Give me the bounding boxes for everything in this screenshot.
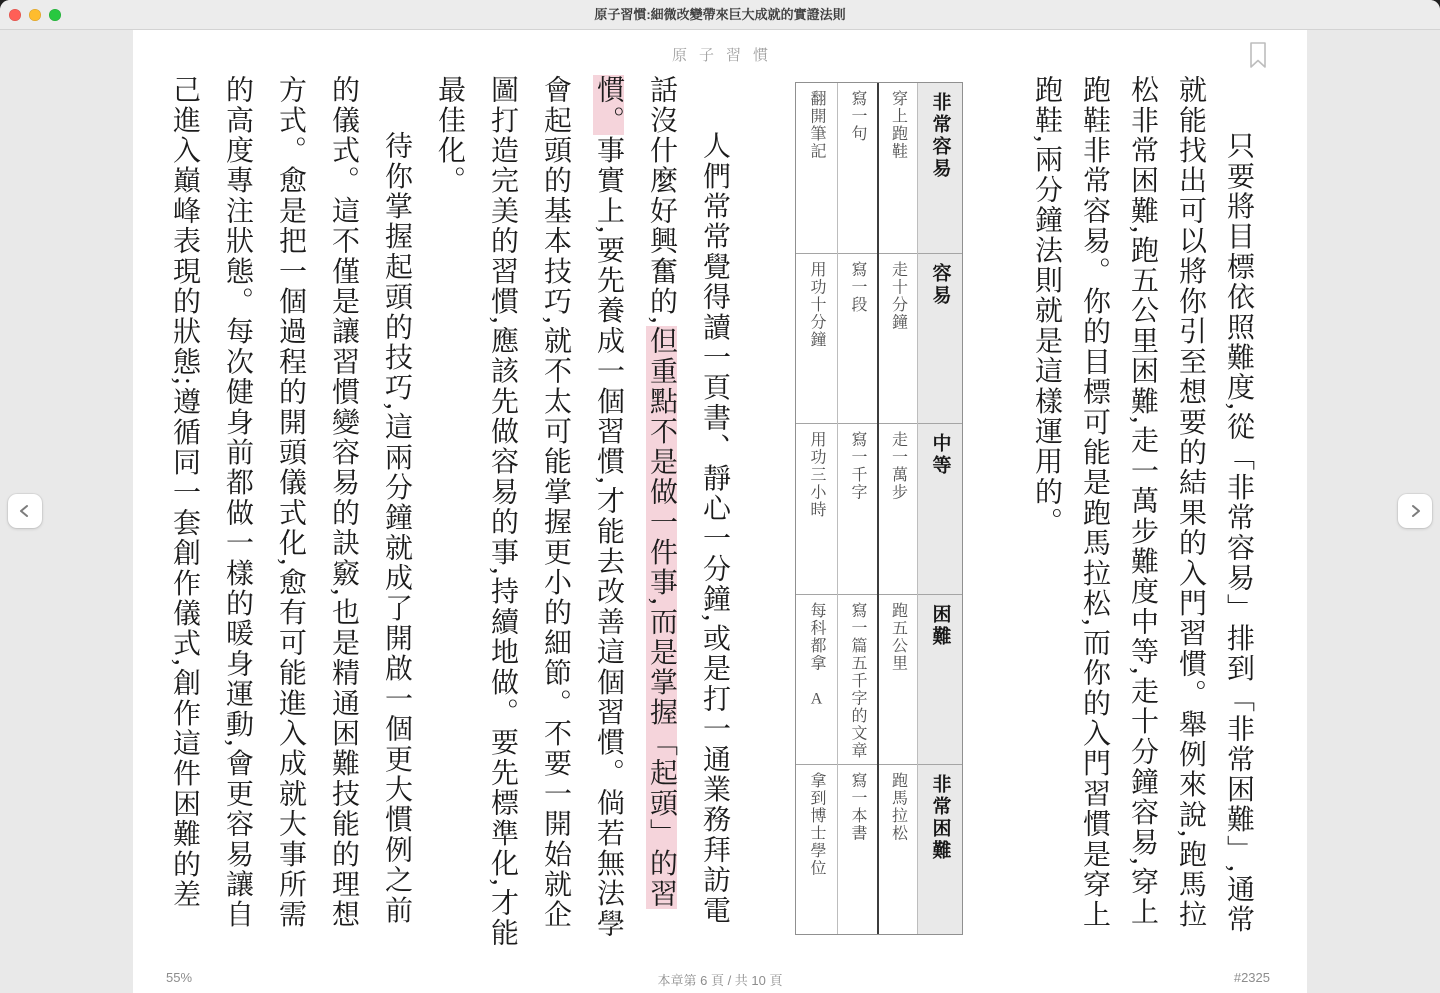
table-cell: 跑馬拉松 bbox=[879, 764, 917, 934]
paragraph-2-post: 事實上,要先養成一個習慣,才能去改善這個習慣。倘若無法學會起頭的基本技巧,就不太可能掌握更小的細節。不要一開始就企圖打造完美的習慣,應該先做容易的事,持續地做。要先標準化,才能最佳化。 bbox=[434, 75, 624, 949]
chevron-right-icon bbox=[1406, 502, 1424, 520]
table-cell: 跑五公里 bbox=[879, 594, 917, 764]
running-header: 原子習慣 bbox=[671, 48, 780, 64]
table-column-running bbox=[877, 83, 917, 934]
paragraph-3: 待你掌握起頭的技巧,這兩分鐘就成了開啟一個更大慣例之前的儀式。這不僅是讓習慣變容易的訣竅,也是精通困難技能的理想方式。愈是把一個過程的開頭儀式化,愈有可能進入成就大事所需的高度專注狀態。每次健身前都做一樣的暖身運動,會更容易讓自己進入巔峰表現的狀態;遵循同一套創作儀式,創作這件困難的差 bbox=[169, 75, 412, 930]
table-cell: 走十分鐘 bbox=[879, 253, 917, 423]
reading-progress: 55% bbox=[166, 970, 193, 985]
table-cell: 寫一篇五千字的文章 bbox=[838, 594, 877, 764]
table-header-cell: 容易 bbox=[918, 253, 962, 423]
table-cell: 每科都拿 A bbox=[796, 594, 837, 764]
table-cell: 寫一千字 bbox=[838, 423, 877, 593]
table-header-cell: 非常困難 bbox=[918, 764, 962, 934]
table-cell: 寫一段 bbox=[838, 253, 877, 423]
table-cell: 翻開筆記 bbox=[808, 90, 825, 160]
book-page bbox=[133, 30, 1307, 993]
table-cell: 穿上跑鞋 bbox=[889, 90, 907, 160]
paragraphs-2-3-region bbox=[158, 75, 741, 953]
table-header-cell: 中等 bbox=[918, 423, 962, 593]
table-header-cell: 困難 bbox=[918, 594, 962, 764]
table-column-difficulty bbox=[917, 83, 962, 934]
window-titlebar bbox=[0, 0, 1440, 30]
chapter-page-info: 本章第 6 頁 / 共 10 頁 bbox=[657, 973, 783, 988]
difficulty-table bbox=[795, 82, 963, 935]
table-cell: 走一萬步 bbox=[879, 423, 917, 593]
location-number: #2325 bbox=[1233, 970, 1270, 985]
next-page-button[interactable] bbox=[1398, 494, 1432, 528]
previous-page-button[interactable] bbox=[8, 494, 42, 528]
table-cell: 寫一本書 bbox=[838, 764, 877, 934]
table-column-studying bbox=[796, 83, 837, 934]
table-column-writing bbox=[837, 83, 877, 934]
window-title: 原子習慣:細微改變帶來巨大成就的實證法則 bbox=[594, 7, 846, 22]
paragraph-2-pre: 人們常常覺得讀一頁書、靜心一分鐘,或是打一通業務拜訪電話沒什麼好興奮的, bbox=[646, 75, 730, 926]
chevron-left-icon bbox=[16, 502, 34, 520]
table-cell: 拿到博士學位 bbox=[796, 764, 837, 934]
bookmark-icon[interactable] bbox=[1247, 41, 1269, 69]
table-cell: 用功三小時 bbox=[796, 423, 837, 593]
table-cell: 寫一句 bbox=[849, 90, 866, 143]
table-cell: 用功十分鐘 bbox=[796, 253, 837, 423]
reader-content bbox=[0, 30, 1440, 993]
paragraph-2 bbox=[423, 75, 741, 953]
paragraph-1-region bbox=[1022, 75, 1262, 953]
page-footer bbox=[133, 970, 1307, 986]
user-highlight[interactable]: 但重點不是做一件事,而是掌握「起頭」的習慣。 bbox=[593, 75, 677, 909]
paragraph-1: 只要將目標依照難度,從「非常容易」排到「非常困難」,通常就能找出可以將你引至想要的結果的入門習慣。舉例來說,跑馬拉松非常困難,跑五公里困難,走一萬步難度中等,走十分鐘容易,穿上跑鞋非常容易。你的目標可能是跑馬拉松,而你的入門習慣是穿上跑鞋,兩分鐘法則就是這樣運用的。 bbox=[1031, 75, 1254, 935]
table-header-cell: 非常容易 bbox=[929, 92, 951, 180]
